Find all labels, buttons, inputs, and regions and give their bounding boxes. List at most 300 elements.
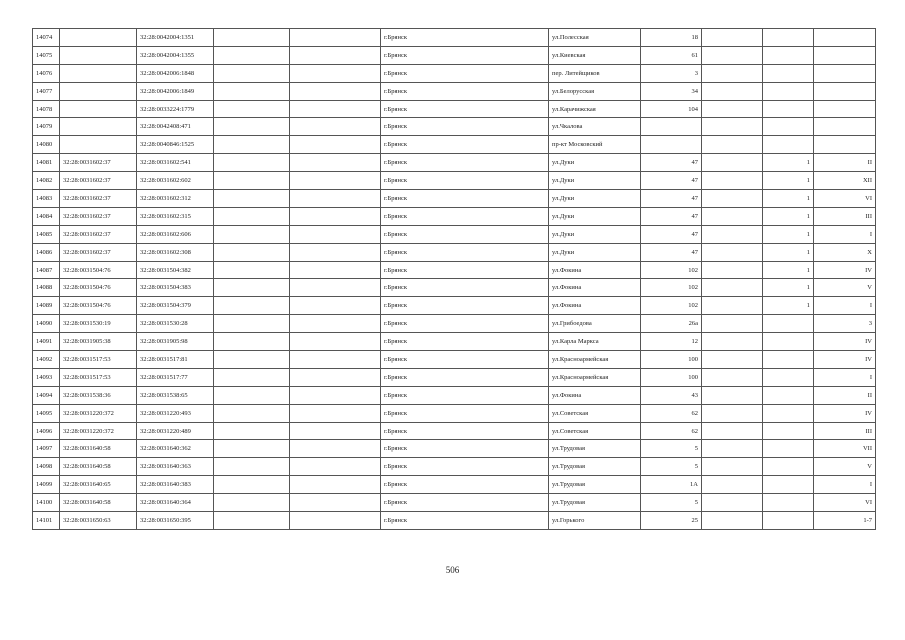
parcel-cadastral-cell [60, 64, 137, 82]
empty-cell [702, 46, 763, 64]
house-number-cell: 47 [641, 172, 702, 190]
empty-cell [702, 207, 763, 225]
empty-cell [214, 29, 290, 47]
city-cell: г.Брянск [381, 100, 549, 118]
building-cell: 1 [763, 297, 814, 315]
house-number-cell: 61 [641, 46, 702, 64]
parcel-cadastral-cell [60, 29, 137, 47]
city-cell: г.Брянск [381, 136, 549, 154]
building-cell [763, 386, 814, 404]
street-cell: ул.Трудовая [549, 476, 641, 494]
empty-cell [290, 279, 381, 297]
floor-cell [814, 29, 876, 47]
street-cell: ул.Чкалова [549, 118, 641, 136]
empty-cell [214, 512, 290, 530]
parcel-cadastral-cell: 32:28:0031517:53 [60, 351, 137, 369]
building-cell [763, 136, 814, 154]
empty-cell [290, 368, 381, 386]
record-number-cell: 14080 [33, 136, 60, 154]
cadastral-number-cell: 32:28:0031640:363 [137, 458, 214, 476]
building-cell [763, 494, 814, 512]
cadastral-number-cell: 32:28:0031504:382 [137, 261, 214, 279]
city-cell: г.Брянск [381, 494, 549, 512]
table-row [33, 190, 876, 208]
building-cell: 1 [763, 225, 814, 243]
city-cell: г.Брянск [381, 118, 549, 136]
building-cell: 1 [763, 279, 814, 297]
city-cell: г.Брянск [381, 190, 549, 208]
cadastral-number-cell: 32:28:0031640:364 [137, 494, 214, 512]
empty-cell [214, 440, 290, 458]
city-cell: г.Брянск [381, 225, 549, 243]
building-cell: 1 [763, 154, 814, 172]
empty-cell [214, 333, 290, 351]
building-cell: 1 [763, 261, 814, 279]
house-number-cell: 62 [641, 404, 702, 422]
table-row [33, 46, 876, 64]
empty-cell [214, 351, 290, 369]
empty-cell [290, 64, 381, 82]
street-cell: ул.Советская [549, 422, 641, 440]
floor-cell: VI [814, 494, 876, 512]
parcel-cadastral-cell: 32:28:0031640:58 [60, 458, 137, 476]
street-cell: пр-кт Московский [549, 136, 641, 154]
house-number-cell: 102 [641, 279, 702, 297]
house-number-cell: 47 [641, 154, 702, 172]
street-cell: ул.Фокина [549, 279, 641, 297]
parcel-cadastral-cell: 32:28:0031504:76 [60, 261, 137, 279]
table-row [33, 29, 876, 47]
empty-cell [290, 351, 381, 369]
floor-cell: 1-7 [814, 512, 876, 530]
house-number-cell: 5 [641, 494, 702, 512]
table-row [33, 440, 876, 458]
empty-cell [290, 154, 381, 172]
floor-cell: IV [814, 351, 876, 369]
cadastral-number-cell: 32:28:0031538:65 [137, 386, 214, 404]
table-row [33, 404, 876, 422]
building-cell [763, 333, 814, 351]
empty-cell [290, 440, 381, 458]
empty-cell [702, 368, 763, 386]
record-number-cell: 14084 [33, 207, 60, 225]
parcel-cadastral-cell: 32:28:0031602:37 [60, 154, 137, 172]
floor-cell [814, 64, 876, 82]
house-number-cell [641, 118, 702, 136]
parcel-cadastral-cell [60, 100, 137, 118]
floor-cell: II [814, 154, 876, 172]
house-number-cell: 100 [641, 351, 702, 369]
house-number-cell: 102 [641, 297, 702, 315]
floor-cell: X [814, 243, 876, 261]
building-cell: 1 [763, 207, 814, 225]
record-number-cell: 14093 [33, 368, 60, 386]
street-cell: ул.Фокина [549, 297, 641, 315]
parcel-cadastral-cell: 32:28:0031504:76 [60, 279, 137, 297]
parcel-cadastral-cell: 32:28:0031538:36 [60, 386, 137, 404]
empty-cell [290, 476, 381, 494]
cadastral-number-cell: 32:28:0031517:81 [137, 351, 214, 369]
cadastral-number-cell: 32:28:0031602:308 [137, 243, 214, 261]
table-row [33, 261, 876, 279]
empty-cell [214, 297, 290, 315]
table-row [33, 136, 876, 154]
empty-cell [702, 29, 763, 47]
cadastral-number-cell: 32:28:0031602:541 [137, 154, 214, 172]
empty-cell [702, 351, 763, 369]
floor-cell: VI [814, 190, 876, 208]
city-cell: г.Брянск [381, 154, 549, 172]
parcel-cadastral-cell: 32:28:0031650:63 [60, 512, 137, 530]
empty-cell [702, 82, 763, 100]
street-cell: ул.Дуки [549, 154, 641, 172]
street-cell: ул.Дуки [549, 225, 641, 243]
empty-cell [702, 333, 763, 351]
house-number-cell: 12 [641, 333, 702, 351]
record-number-cell: 14088 [33, 279, 60, 297]
record-number-cell: 14078 [33, 100, 60, 118]
parcel-cadastral-cell: 32:28:0031640:58 [60, 494, 137, 512]
city-cell: г.Брянск [381, 404, 549, 422]
cadastral-number-cell: 32:28:0042006:1848 [137, 64, 214, 82]
street-cell: ул.Грибоедова [549, 315, 641, 333]
empty-cell [702, 243, 763, 261]
cadastral-number-cell: 32:28:0042004:1355 [137, 46, 214, 64]
empty-cell [214, 404, 290, 422]
empty-cell [702, 190, 763, 208]
table-row [33, 386, 876, 404]
empty-cell [290, 82, 381, 100]
empty-cell [290, 136, 381, 154]
floor-cell [814, 46, 876, 64]
property-register-table [32, 28, 876, 530]
record-number-cell: 14091 [33, 333, 60, 351]
parcel-cadastral-cell [60, 82, 137, 100]
empty-cell [290, 100, 381, 118]
building-cell [763, 315, 814, 333]
page-number: 506 [445, 565, 460, 575]
cadastral-number-cell: 32:28:0031650:395 [137, 512, 214, 530]
city-cell: г.Брянск [381, 476, 549, 494]
empty-cell [214, 136, 290, 154]
parcel-cadastral-cell: 32:28:0031640:58 [60, 440, 137, 458]
empty-cell [702, 458, 763, 476]
house-number-cell: 102 [641, 261, 702, 279]
parcel-cadastral-cell: 32:28:0031602:37 [60, 190, 137, 208]
building-cell [763, 512, 814, 530]
empty-cell [214, 207, 290, 225]
city-cell: г.Брянск [381, 64, 549, 82]
table-row [33, 207, 876, 225]
empty-cell [702, 64, 763, 82]
record-number-cell: 14077 [33, 82, 60, 100]
record-number-cell: 14083 [33, 190, 60, 208]
building-cell [763, 82, 814, 100]
empty-cell [290, 404, 381, 422]
empty-cell [702, 315, 763, 333]
street-cell: ул.Дуки [549, 207, 641, 225]
building-cell [763, 29, 814, 47]
empty-cell [214, 154, 290, 172]
empty-cell [702, 136, 763, 154]
cadastral-number-cell: 32:28:0031602:606 [137, 225, 214, 243]
record-number-cell: 14074 [33, 29, 60, 47]
floor-cell: XII [814, 172, 876, 190]
city-cell: г.Брянск [381, 315, 549, 333]
street-cell: ул.Трудовая [549, 494, 641, 512]
house-number-cell: 3 [641, 64, 702, 82]
cadastral-number-cell: 32:28:0031602:312 [137, 190, 214, 208]
building-cell [763, 100, 814, 118]
city-cell: г.Брянск [381, 512, 549, 530]
table-row [33, 243, 876, 261]
floor-cell: I [814, 368, 876, 386]
empty-cell [290, 172, 381, 190]
record-number-cell: 14096 [33, 422, 60, 440]
house-number-cell: 18 [641, 29, 702, 47]
city-cell: г.Брянск [381, 207, 549, 225]
floor-cell: V [814, 458, 876, 476]
house-number-cell: 47 [641, 243, 702, 261]
empty-cell [290, 207, 381, 225]
floor-cell [814, 118, 876, 136]
parcel-cadastral-cell: 32:28:0031602:37 [60, 243, 137, 261]
empty-cell [214, 82, 290, 100]
empty-cell [214, 46, 290, 64]
street-cell: ул.Дуки [549, 190, 641, 208]
empty-cell [702, 476, 763, 494]
empty-cell [290, 315, 381, 333]
cadastral-number-cell: 32:28:0031905:98 [137, 333, 214, 351]
floor-cell [814, 100, 876, 118]
city-cell: г.Брянск [381, 368, 549, 386]
cadastral-number-cell: 32:28:0031602:602 [137, 172, 214, 190]
empty-cell [290, 458, 381, 476]
street-cell: ул.Трудовая [549, 440, 641, 458]
empty-cell [214, 190, 290, 208]
parcel-cadastral-cell: 32:28:0031220:372 [60, 422, 137, 440]
city-cell: г.Брянск [381, 440, 549, 458]
building-cell: 1 [763, 190, 814, 208]
empty-cell [290, 422, 381, 440]
empty-cell [214, 458, 290, 476]
building-cell [763, 118, 814, 136]
empty-cell [290, 512, 381, 530]
empty-cell [214, 494, 290, 512]
empty-cell [214, 100, 290, 118]
parcel-cadastral-cell: 32:28:0031602:37 [60, 207, 137, 225]
cadastral-number-cell: 32:28:0042006:1849 [137, 82, 214, 100]
empty-cell [290, 243, 381, 261]
empty-cell [290, 386, 381, 404]
city-cell: г.Брянск [381, 279, 549, 297]
cadastral-number-cell: 32:28:0031530:28 [137, 315, 214, 333]
city-cell: г.Брянск [381, 458, 549, 476]
building-cell [763, 476, 814, 494]
building-cell [763, 458, 814, 476]
parcel-cadastral-cell: 32:28:0031602:37 [60, 225, 137, 243]
record-number-cell: 14094 [33, 386, 60, 404]
floor-cell: I [814, 225, 876, 243]
cadastral-number-cell: 32:28:0033224:1779 [137, 100, 214, 118]
floor-cell: V [814, 279, 876, 297]
cadastral-number-cell: 32:28:0042004:1351 [137, 29, 214, 47]
empty-cell [214, 225, 290, 243]
table-row [33, 279, 876, 297]
table-row [33, 422, 876, 440]
city-cell: г.Брянск [381, 29, 549, 47]
house-number-cell [641, 136, 702, 154]
building-cell [763, 351, 814, 369]
empty-cell [214, 315, 290, 333]
house-number-cell: 104 [641, 100, 702, 118]
empty-cell [290, 333, 381, 351]
empty-cell [214, 64, 290, 82]
empty-cell [290, 29, 381, 47]
parcel-cadastral-cell: 32:28:0031640:65 [60, 476, 137, 494]
floor-cell: III [814, 422, 876, 440]
building-cell [763, 64, 814, 82]
house-number-cell: 26а [641, 315, 702, 333]
floor-cell: III [814, 207, 876, 225]
floor-cell [814, 136, 876, 154]
record-number-cell: 14086 [33, 243, 60, 261]
record-number-cell: 14076 [33, 64, 60, 82]
house-number-cell: 62 [641, 422, 702, 440]
empty-cell [702, 261, 763, 279]
record-number-cell: 14087 [33, 261, 60, 279]
building-cell [763, 404, 814, 422]
parcel-cadastral-cell [60, 136, 137, 154]
cadastral-number-cell: 32:28:0031220:493 [137, 404, 214, 422]
floor-cell: 3 [814, 315, 876, 333]
table-row [33, 368, 876, 386]
city-cell: г.Брянск [381, 333, 549, 351]
building-cell [763, 440, 814, 458]
floor-cell: II [814, 386, 876, 404]
house-number-cell: 43 [641, 386, 702, 404]
parcel-cadastral-cell [60, 118, 137, 136]
parcel-cadastral-cell: 32:28:0031504:76 [60, 297, 137, 315]
cadastral-number-cell: 32:28:0031504:383 [137, 279, 214, 297]
city-cell: г.Брянск [381, 261, 549, 279]
table-row [33, 154, 876, 172]
cadastral-number-cell: 32:28:0031504:379 [137, 297, 214, 315]
street-cell: ул.Полесская [549, 29, 641, 47]
floor-cell: I [814, 297, 876, 315]
empty-cell [290, 261, 381, 279]
floor-cell: IV [814, 333, 876, 351]
record-number-cell: 14098 [33, 458, 60, 476]
parcel-cadastral-cell: 32:28:0031602:37 [60, 172, 137, 190]
empty-cell [214, 172, 290, 190]
street-cell: ул.Трудовая [549, 458, 641, 476]
record-number-cell: 14099 [33, 476, 60, 494]
table-row [33, 100, 876, 118]
city-cell: г.Брянск [381, 386, 549, 404]
street-cell: ул.Советская [549, 404, 641, 422]
street-cell: ул.Фокина [549, 261, 641, 279]
record-number-cell: 14097 [33, 440, 60, 458]
empty-cell [290, 46, 381, 64]
house-number-cell: 25 [641, 512, 702, 530]
city-cell: г.Брянск [381, 46, 549, 64]
street-cell: ул.Белорусская [549, 82, 641, 100]
table-row [33, 351, 876, 369]
table-row [33, 225, 876, 243]
table-row [33, 512, 876, 530]
house-number-cell: 47 [641, 225, 702, 243]
cadastral-number-cell: 32:28:0042408:471 [137, 118, 214, 136]
cadastral-number-cell: 32:28:0040846:1525 [137, 136, 214, 154]
empty-cell [214, 118, 290, 136]
table-row [33, 297, 876, 315]
floor-cell: I [814, 476, 876, 494]
parcel-cadastral-cell: 32:28:0031517:53 [60, 368, 137, 386]
building-cell [763, 368, 814, 386]
empty-cell [290, 494, 381, 512]
house-number-cell: 5 [641, 440, 702, 458]
record-number-cell: 14101 [33, 512, 60, 530]
empty-cell [290, 297, 381, 315]
empty-cell [214, 279, 290, 297]
empty-cell [214, 261, 290, 279]
record-number-cell: 14100 [33, 494, 60, 512]
building-cell: 1 [763, 243, 814, 261]
empty-cell [214, 422, 290, 440]
empty-cell [290, 225, 381, 243]
parcel-cadastral-cell: 32:28:0031530:19 [60, 315, 137, 333]
parcel-cadastral-cell [60, 46, 137, 64]
empty-cell [702, 118, 763, 136]
record-number-cell: 14090 [33, 315, 60, 333]
empty-cell [214, 243, 290, 261]
cadastral-number-cell: 32:28:0031602:315 [137, 207, 214, 225]
empty-cell [702, 279, 763, 297]
empty-cell [214, 368, 290, 386]
city-cell: г.Брянск [381, 172, 549, 190]
floor-cell: VII [814, 440, 876, 458]
record-number-cell: 14075 [33, 46, 60, 64]
record-number-cell: 14082 [33, 172, 60, 190]
street-cell: ул.Красноармейская [549, 351, 641, 369]
parcel-cadastral-cell: 32:28:0031905:38 [60, 333, 137, 351]
house-number-cell: 34 [641, 82, 702, 100]
empty-cell [702, 512, 763, 530]
house-number-cell: 47 [641, 207, 702, 225]
floor-cell: IV [814, 404, 876, 422]
empty-cell [702, 494, 763, 512]
cadastral-number-cell: 32:28:0031517:77 [137, 368, 214, 386]
house-number-cell: 100 [641, 368, 702, 386]
parcel-cadastral-cell: 32:28:0031220:372 [60, 404, 137, 422]
street-cell: пер. Литейщиков [549, 64, 641, 82]
city-cell: г.Брянск [381, 243, 549, 261]
empty-cell [702, 100, 763, 118]
floor-cell [814, 82, 876, 100]
table-row [33, 64, 876, 82]
record-number-cell: 14079 [33, 118, 60, 136]
record-number-cell: 14085 [33, 225, 60, 243]
street-cell: ул.Карла Маркса [549, 333, 641, 351]
empty-cell [214, 386, 290, 404]
empty-cell [702, 154, 763, 172]
house-number-cell: 47 [641, 190, 702, 208]
city-cell: г.Брянск [381, 297, 549, 315]
record-number-cell: 14089 [33, 297, 60, 315]
house-number-cell: 1А [641, 476, 702, 494]
record-number-cell: 14081 [33, 154, 60, 172]
